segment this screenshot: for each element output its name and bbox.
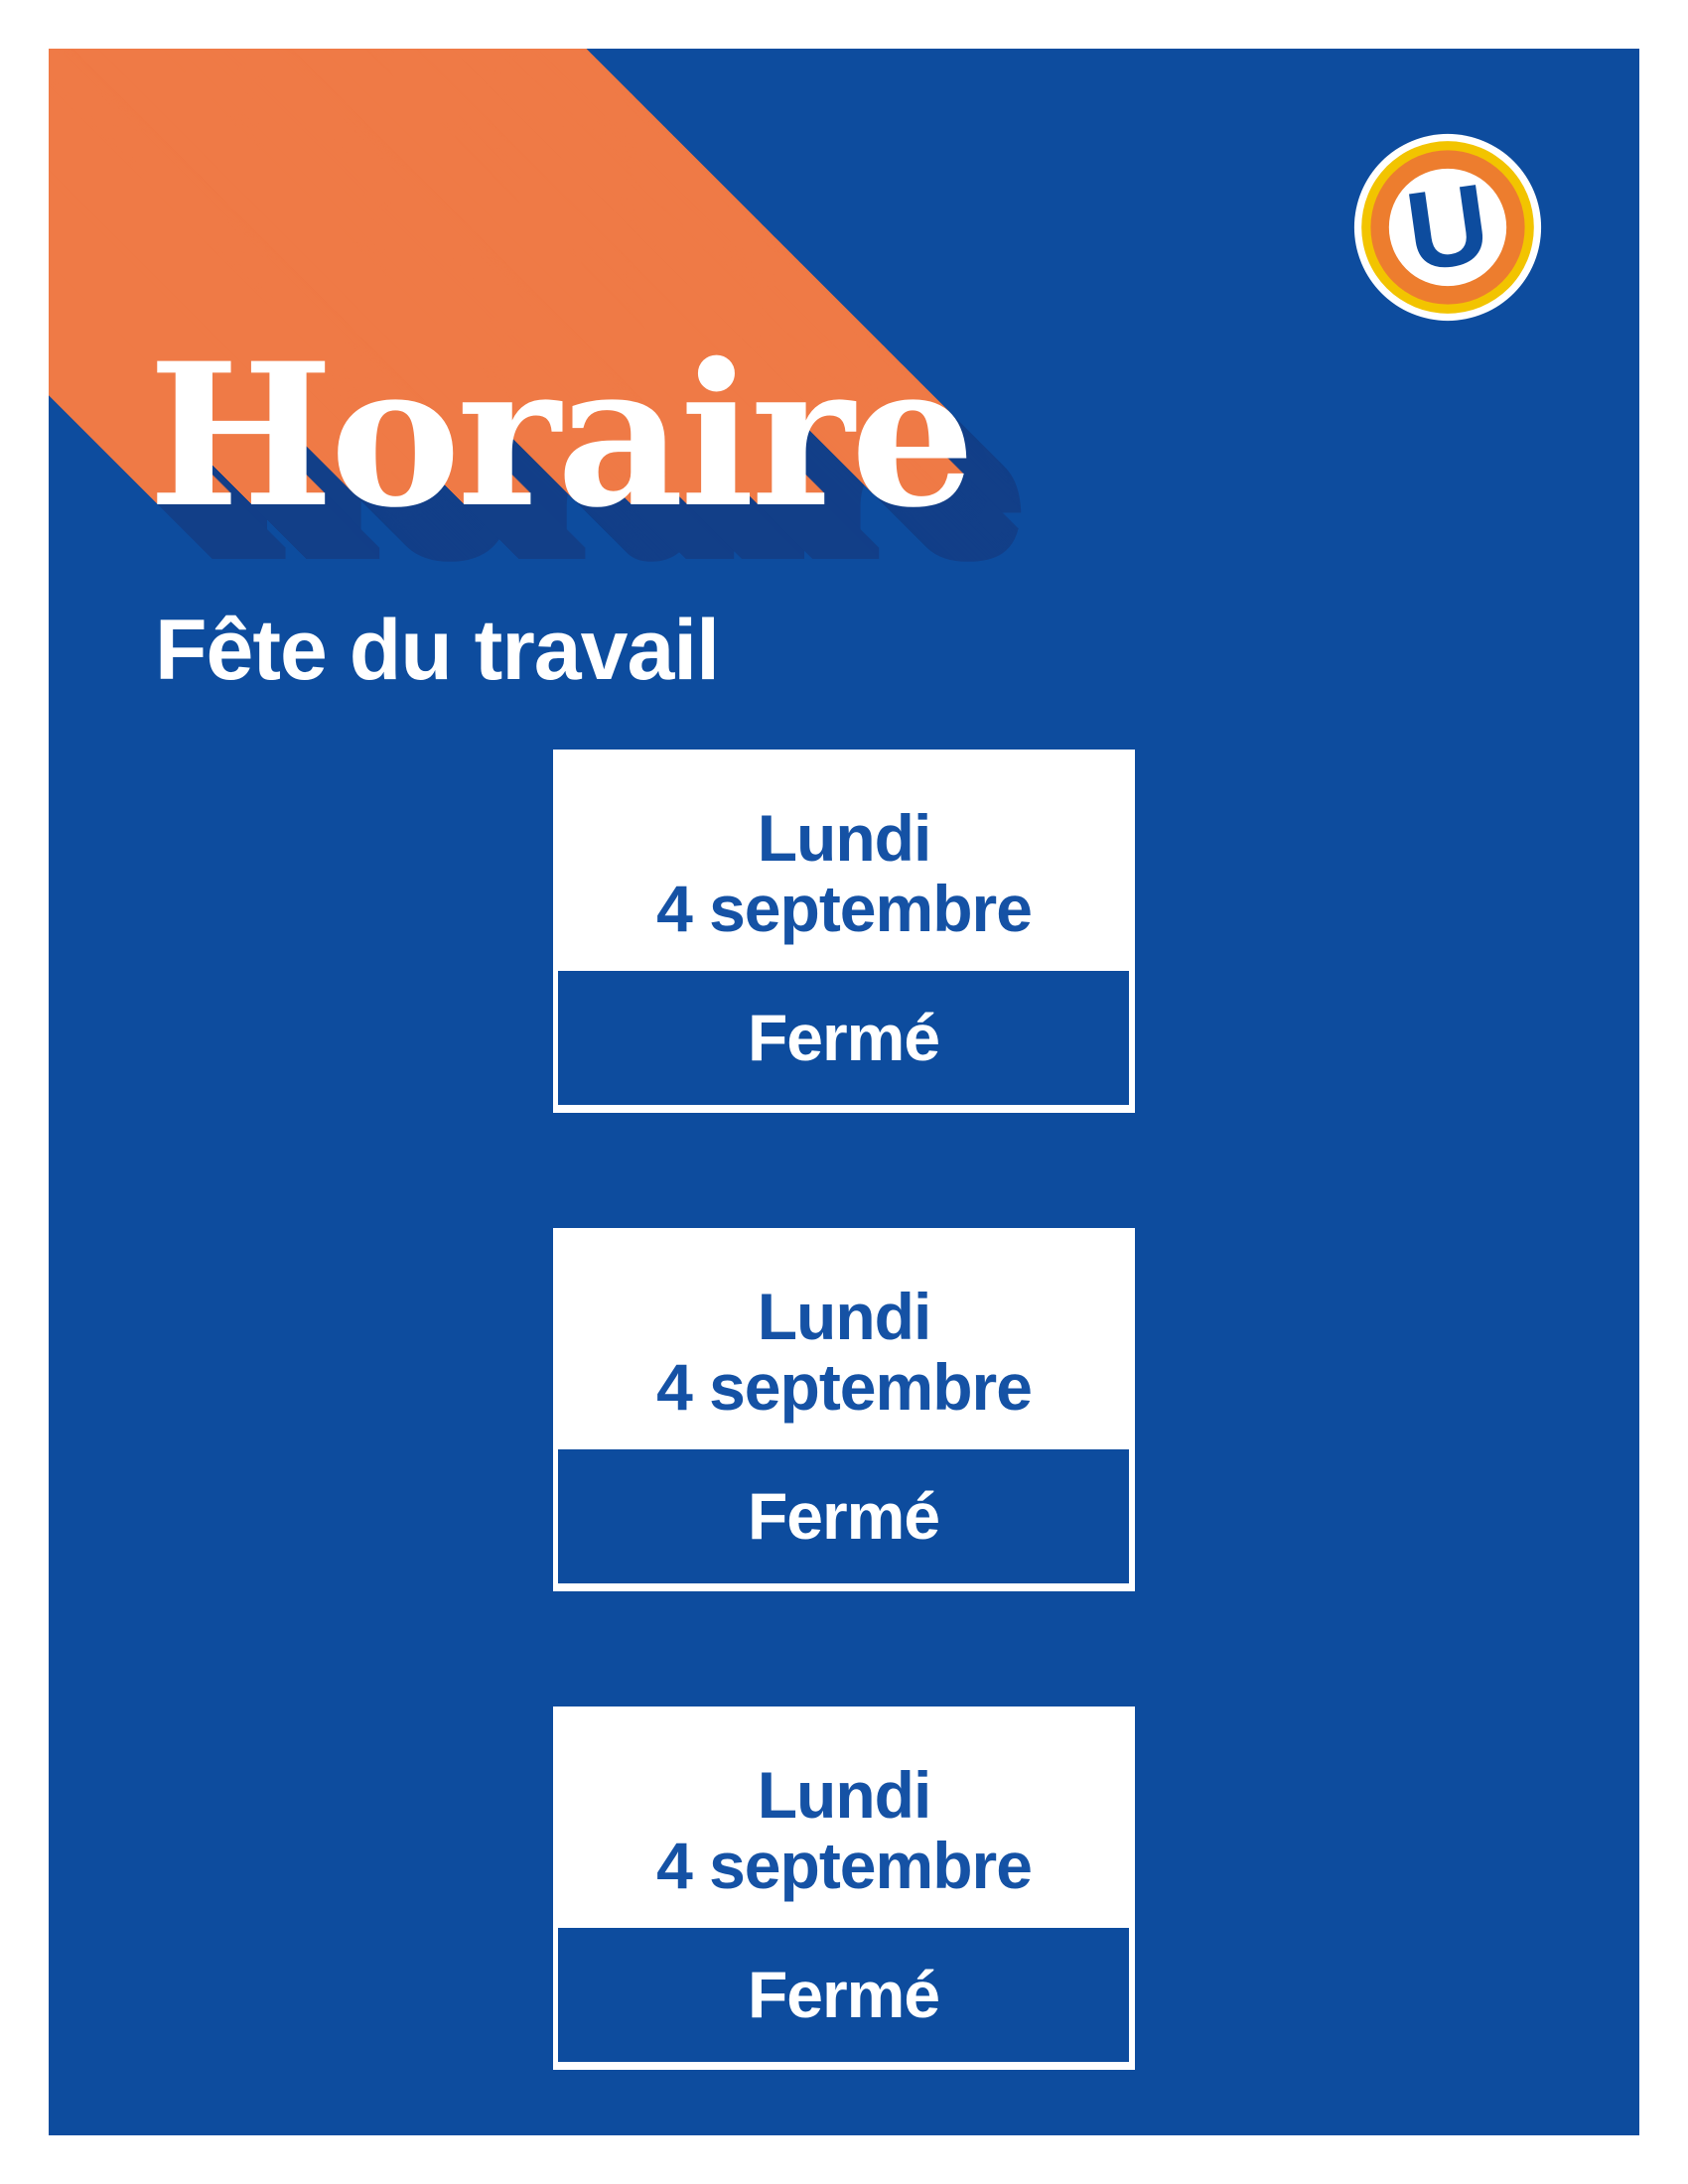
schedule-card [553,750,1135,1113]
schedule-date: 4 septembre [656,1828,1032,1902]
schedule-card [553,1706,1135,2070]
u-brand-logo [1351,131,1544,324]
schedule-status-band [558,1449,1129,1583]
schedule-day: Lundi [757,800,931,875]
schedule-status-band [558,971,1129,1105]
schedule-day: Lundi [757,1279,931,1353]
schedule-card [553,1228,1135,1591]
schedule-date: 4 septembre [656,871,1032,945]
schedule-status: Fermé [747,1479,940,1553]
page-title: Horaire [148,320,972,551]
schedule-card-date-area [553,1228,1135,1449]
schedule-status: Fermé [747,1958,940,2031]
schedule-status: Fermé [747,1001,940,1074]
schedule-date: 4 septembre [656,1349,1032,1424]
schedule-day: Lundi [757,1757,931,1832]
logo-letter: U [1398,159,1496,295]
schedule-card-date-area [553,1706,1135,1928]
page-subtitle: Fête du travail [155,603,720,698]
schedule-status-band [558,1928,1129,2062]
schedule-card-date-area [553,750,1135,971]
poster-panel [49,49,1639,2135]
